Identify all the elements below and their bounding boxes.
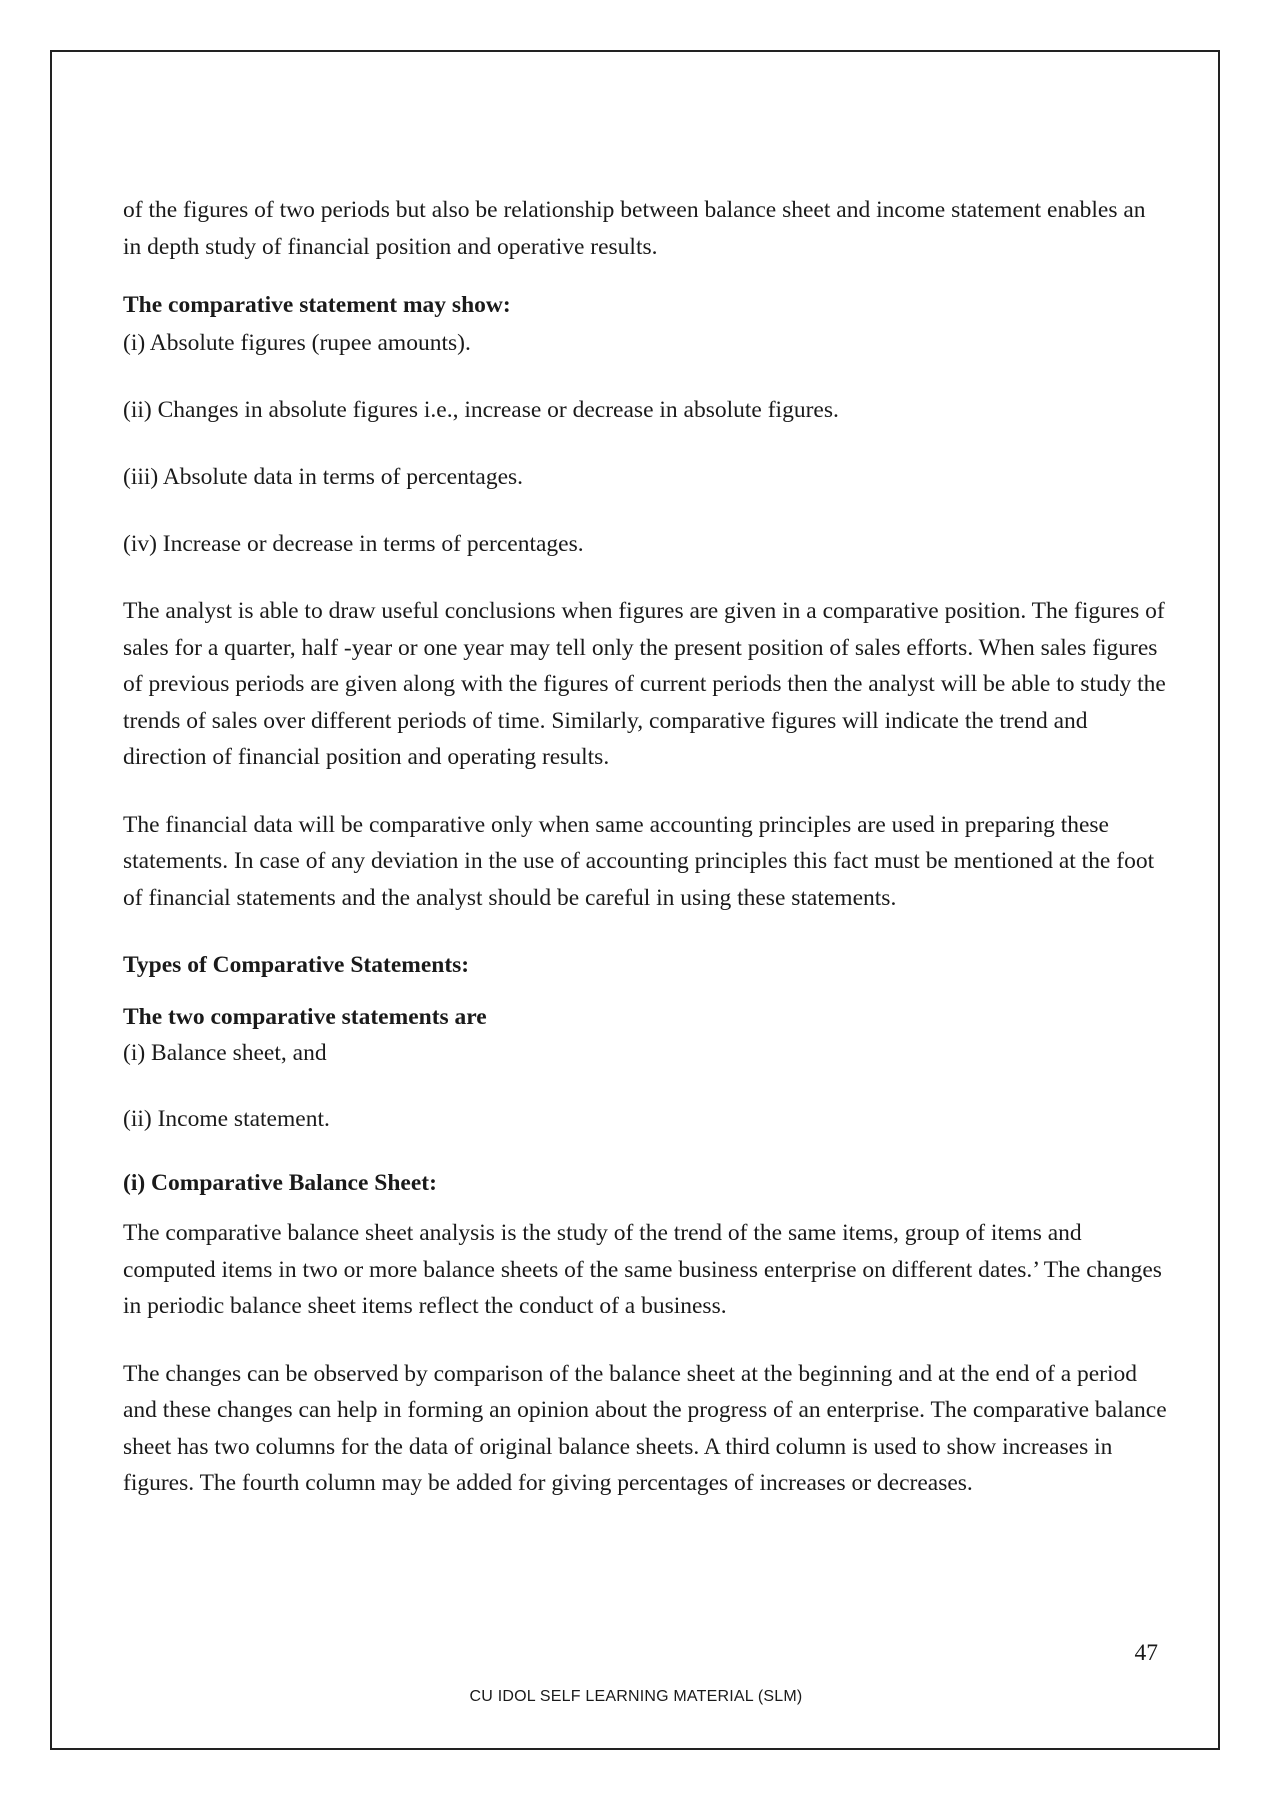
page-content [123, 192, 1168, 1502]
footer: CU IDOL SELF LEARNING MATERIAL (SLM) [469, 1688, 803, 1705]
balance-sheet-heading: (i) Comparative Balance Sheet: [123, 1170, 437, 1196]
list-item: (i) Balance sheet, and [123, 1040, 327, 1066]
list-item: (i) Absolute figures (rupee amounts). [123, 330, 471, 356]
analyst-paragraph: The analyst is able to draw useful conclusions when figures are given in a comparative position. The figures of sales for a quarter, half -year or one year may tell only the present position of sales efforts. When sales figures of previous periods are given along with the figures of current periods then the analyst will be able to study the trends of sales over different periods of time. Similarly, comparative figures will indicate the trend and direction of financial position and operating results. [123, 598, 1166, 770]
balance-sheet-paragraph-1: The comparative balance sheet analysis is the study of the trend of the same items, group of items and computed items in two or more balance sheets of the same business enterprise on different dates.’ The changes in periodic balance sheet items reflect the conduct of a business. [123, 1220, 1162, 1319]
list-item: (ii) Income statement. [123, 1106, 330, 1132]
list-item: (iii) Absolute data in terms of percentages. [123, 464, 524, 490]
types-heading: Types of Comparative Statements: [123, 952, 470, 978]
list-item: (ii) Changes in absolute figures i.e., increase or decrease in absolute figures. [123, 397, 839, 423]
page-number: 47 [1134, 1640, 1158, 1666]
list-item: (iv) Increase or decrease in terms of percentages. [123, 531, 584, 557]
balance-sheet-paragraph-2: The changes can be observed by comparison of the balance sheet at the beginning and at the end of a period and these changes can help in forming an opinion about the progress of an enterprise. The comparative balance sheet has two columns for the data of original balance sheets. A third column is used to show increases in figures. The fourth column may be added for giving percentages of increases or decreases. [123, 1360, 1167, 1496]
comparative-statement-heading: The comparative statement may show: [123, 292, 511, 318]
financial-data-paragraph: The financial data will be comparative only when same accounting principles are used in preparing these statements. In case of any deviation in the use of accounting principles this fact must be mentioned at the foot of financial statements and the analyst should be careful in using these statements. [123, 811, 1155, 911]
types-subheading: The two comparative statements are [123, 1004, 487, 1030]
intro-paragraph: of the figures of two periods but also be relationship between balance sheet and income statement enables an in depth study of financial position and operative results. [123, 197, 1146, 260]
